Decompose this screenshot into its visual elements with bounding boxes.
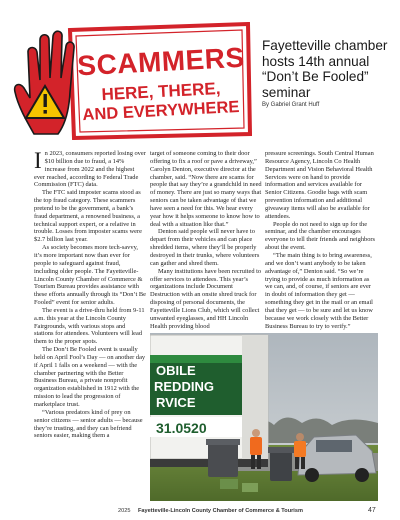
paragraph: The Don’t Be Fooled event is usually held on April Fool’s Day — on another day if April 1 falls on a weekend — with the chamber partnering with the Better Business Bureau, a private nonprofit organization established in 1912 with the mission to lead the progression of marketplace trust. [34, 346, 146, 408]
paragraph: Denton said people will never have to depart from their vehicles and can place shredded items, where they’ll be properly destroyed in their trunks, where volunteers can gather and shred them. [150, 228, 260, 267]
footer-year: 2025 [118, 508, 131, 514]
scammers-graphic [12, 22, 252, 140]
graphic-subtitle-line2: AND EVERYWHERE [82, 97, 240, 125]
paragraph: People do not need to sign up for the seminar, and the chamber encourages everyone to tell their friends and neighbors about the event. [265, 220, 376, 252]
paragraph: The FTC said imposter scams stood as the top fraud category. These scammers pretend to be the government, a bank’s fraud department, a renowned business, a technical support expert, or a relative in trouble. Losses from imposter scams were $2.7 billion last year. [34, 189, 142, 244]
article-headline: Fayetteville chamber hosts 14th annual “Don’t Be Fooled” seminar [262, 38, 388, 100]
truck-sign-line1: OBILE [156, 363, 196, 378]
paragraph: The event is a drive-thru held from 9-11 a.m. this year at the Lincoln County Fairgrounds, with various stops and stations for attendees. Volunteers will lead them to the proper spots. [34, 306, 145, 346]
truck-sign-line3: RVICE [156, 395, 196, 410]
shred-truck-photo [150, 333, 378, 501]
paragraph: Many institutions have been recruited to offer services to attendees. This year’s organizations include Document Destruction with an onsite shred truck for disposing of personal documents, the Fayetteville Lions Club, which will collect unwanted eyeglasses, and HH Lincoln Health providing blood [150, 267, 262, 330]
paragraph: pressure screenings. South Central Human Resource Agency, Lincoln Co Health Department and Vision Behavioral Health Services were on hand to provide information and services available for Senior Citizens. Goodie bags with scam prevention information and additional giveaway items will also be available for attendees. [265, 150, 374, 220]
article-byline: By Gabriel Grant Huff [262, 102, 320, 108]
paragraph: “The main thing is to bring awareness, and we don’t want anybody to be taken advantage of,” Denton said. “So we’re trying to provide as much information as we can, and, of course, if seniors are ever in doubt of information they get — something they get in the mail or an email that they get — to be sure and let us know because we work closely with the Better Business Bureau to try to verify.” [265, 251, 373, 330]
paragraph: As society becomes more tech-savvy, it’s more important now than ever for people to safeguard against fraud, including older people. The Fayetteville-Lincoln County Chamber of Commerce & Tourism Bureau provides assistance with these efforts annually through its “Don’t Be Fooled” event for senior adults. [34, 244, 146, 307]
event-photo [150, 333, 378, 501]
drop-cap: I [34, 148, 42, 173]
paragraph: In 2023, consumers reported losing over $10 billion due to fraud, a 14% increase from 2022 and the highest ever reached, according to Federal Trade Commission (FTC) data. [34, 148, 146, 189]
article-column-1 [34, 150, 146, 440]
paragraph: target of someone coming to their door offering to fix a roof or pave a driveway,” Carolyn Denton, executive director at the chamber, said. “Now there are scams for people that say they’re a grandchild in need of money. There are just so many ways that seniors can be taken advantage of that we have seen a need for this. We hear every year how it helps someone to know how to deal with a situation like that.” [150, 150, 262, 228]
truck-sign-line2: REDDING [154, 379, 214, 394]
page-number: 47 [368, 507, 376, 514]
graphic-title: SCAMMERS [76, 41, 246, 82]
stamp-text [72, 32, 250, 136]
article-column-3 [265, 150, 377, 330]
truck-phone: 31.0520 [156, 420, 207, 436]
footer-publication: Fayetteville-Lincoln County Chamber of Commerce & Tourism [138, 508, 303, 514]
paragraph: “Various predators kind of prey on senior citizens — senior adults — because they’re trusting, and they can befriend seniors easier, making them a [34, 408, 143, 440]
page-footer [0, 506, 400, 518]
article-column-2 [150, 150, 262, 330]
graphic-subtitle-line1: HERE, THERE, [101, 78, 221, 105]
